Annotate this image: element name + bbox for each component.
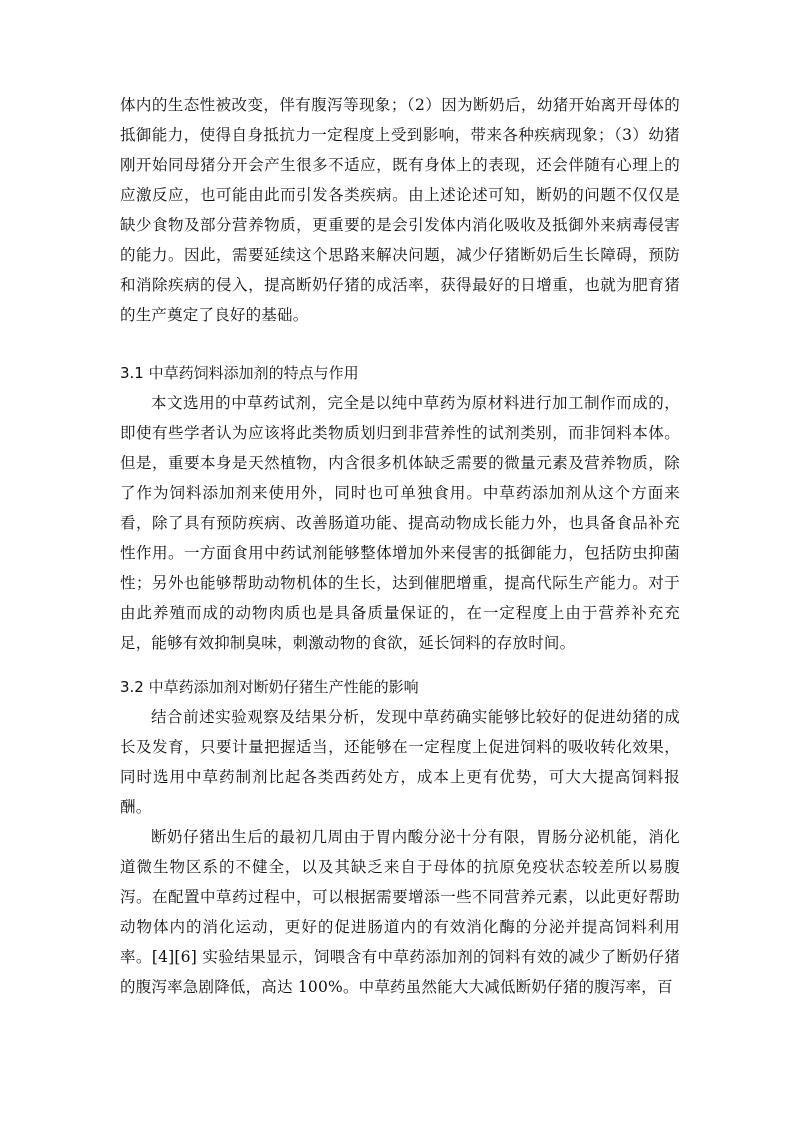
section-spacer [120, 330, 680, 358]
section-heading-3-2: 3.2 中草药添加剂对断奶仔猪生产性能的影响 [120, 678, 419, 696]
paragraph-3-1: 本文选用的中草药试剂，完全是以纯中草药为原材料进行加工制作而成的，即使有些学者认为应该将此类物质划归到非营养性的试剂类别，而非饲料本体。但是，重要本身是天然植物，内含很多机体缺乏需要的微量元素及营养物质，除了作为饲料添加剂来使用外，同时也可单独食用。中草药添加剂从这个方面来看，除了具有预防疾病、改善肠道功能、提高动物成长能力外，也具备食品补充性作用。一方面食用中药试剂能够整体增加外来侵害的抵御能力，包括防虫抑菌性；另外也能够帮助动物机体的生长，达到催肥增重，提高代际生产能力。对于由此养殖而成的动物肉质也是具备质量保证的，在一定程度上由于营养补充充足，能够有效抑制臭味，刺激动物的食欲，延长饲料的存放时间。 [120, 394, 680, 652]
section-spacer [120, 658, 680, 672]
section-heading-3-1: 3.1 中草药饲料添加剂的特点与作用 [120, 364, 359, 382]
paragraph-3-2-a: 结合前述实验观察及结果分析，发现中草药确实能够比较好的促进幼猪的成长及发育，只要计量把握适当，还能够在一定程度上促进饲料的吸收转化效果，同时选用中草药制剂比起各类西药处方，成本上更有优势，可大大提高饲料报酬。 [120, 708, 680, 816]
paragraph-3-2-b: 断奶仔猪出生后的最初几周由于胃内酸分泌十分有限，胃肠分泌机能，消化道微生物区系的不健全，以及其缺乏来自于母体的抗原免疫状态较差所以易腹泻。在配置中草药过程中，可以根据需要增添一些不同营养元素，以此更好帮助动物体内的消化运动，更好的促进肠道内的有效消化酶的分泌并提高饲料利用率。[4][6] 实验结果显示，饲喂含有中草药添加剂的饲料有效的减少了断奶仔猪的腹泻率急剧降低，高达 100%。中草药虽然能大大减低断奶仔猪的腹泻率，百 [120, 828, 680, 996]
paragraph-continuation: 体内的生态性被改变，伴有腹泻等现象；（2）因为断奶后，幼猪开始离开母体的抵御能力，使得自身抵抗力一定程度上受到影响，带来各种疾病现象；（3）幼猪刚开始同母猪分开会产生很多不适应，既有身体上的表现，还会伴随有心理上的应激反应，也可能由此而引发各类疾病。由上述论述可知，断奶的问题不仅仅是缺少食物及部分营养物质，更重要的是会引发体内消化吸收及抵御外来病毒侵害的能力。因此，需要延续这个思路来解决问题，减少仔猪断奶后生长障碍，预防和消除疾病的侵入，提高断奶仔猪的成活率，获得最好的日增重，也就为肥育猪的生产奠定了良好的基础。 [120, 96, 680, 324]
document-page [120, 90, 680, 1002]
